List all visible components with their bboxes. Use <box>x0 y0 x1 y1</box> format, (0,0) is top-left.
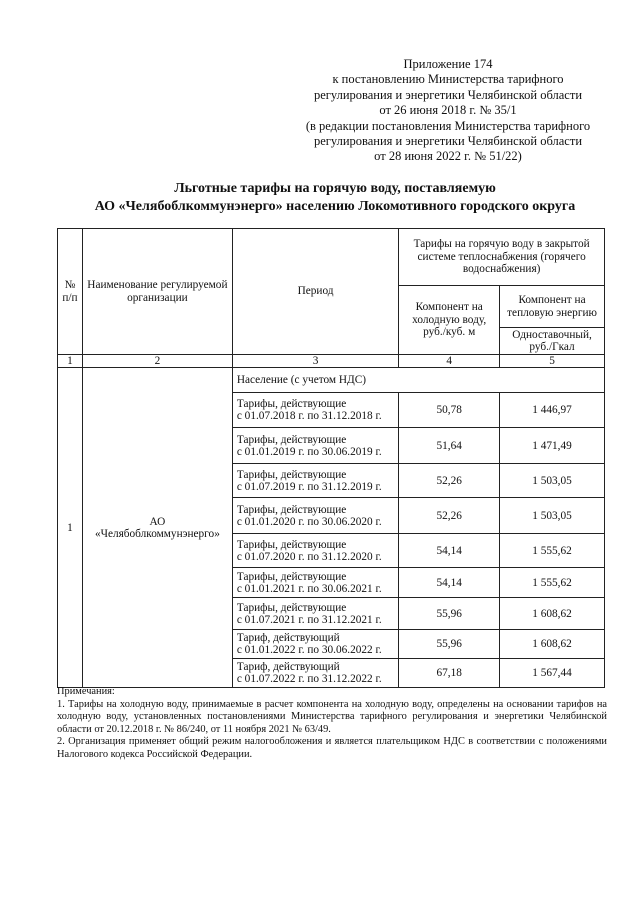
period-cell: Тарифы, действующие с 01.01.2021 г. по 30.06.2021 г. <box>232 568 398 598</box>
title-line: Льготные тарифы на горячую воду, поставляемую <box>174 181 496 196</box>
heat-energy-value: 1 446,97 <box>500 393 605 428</box>
header-heat-rate: Одноставочный, руб./Гкал <box>500 328 605 355</box>
cold-water-value: 50,78 <box>399 393 500 428</box>
header-period: Период <box>232 229 398 355</box>
header-heat-component: Компонент на тепловую энергию <box>500 286 605 328</box>
col-number: 3 <box>232 355 398 368</box>
period-cell: Тарифы, действующие с 01.07.2018 г. по 31.12.2018 г. <box>232 393 398 428</box>
cold-water-value: 51,64 <box>399 428 500 464</box>
header-cold-component: Компонент на холодную воду, руб./куб. м <box>399 286 500 355</box>
cold-water-value: 54,14 <box>399 568 500 598</box>
header-line: регулирования и энергетики Челябинской области <box>313 87 583 102</box>
row-number: 1 <box>58 368 83 688</box>
period-cell: Тариф, действующий с 01.07.2022 г. по 31.12.2022 г. <box>232 659 398 688</box>
note-2: 2. Организация применяет общий режим налогообложения и является плательщиком НДС в соответствии с положениями Налогового кодекса Российской Федерации. <box>57 736 607 760</box>
period-cell: Тарифы, действующие с 01.07.2020 г. по 31.12.2020 г. <box>232 534 398 568</box>
notes-section <box>57 686 607 762</box>
header-num: № п/п <box>58 229 83 355</box>
cold-water-value: 55,96 <box>399 598 500 630</box>
header-line: от 26 июня 2018 г. № 35/1 <box>379 103 517 118</box>
heat-energy-value: 1 471,49 <box>500 428 605 464</box>
section-label: Население (с учетом НДС) <box>232 368 604 393</box>
cold-water-value: 52,26 <box>399 464 500 498</box>
notes-heading: Примечания: <box>57 686 115 697</box>
title-line: АО «Челябоблкоммунэнерго» населению Локомотивного городского округа <box>94 199 576 214</box>
appendix-header <box>268 57 628 165</box>
period-cell: Тарифы, действующие с 01.01.2020 г. по 30.06.2020 г. <box>232 498 398 534</box>
col-number: 4 <box>399 355 500 368</box>
col-number: 2 <box>82 355 232 368</box>
period-cell: Тарифы, действующие с 01.07.2019 г. по 31.12.2019 г. <box>232 464 398 498</box>
heat-energy-value: 1 555,62 <box>500 534 605 568</box>
heat-energy-value: 1 503,05 <box>500 464 605 498</box>
appendix-number: Приложение 174 <box>403 57 493 71</box>
cold-water-value: 55,96 <box>399 630 500 659</box>
document-title <box>40 180 630 216</box>
heat-energy-value: 1 608,62 <box>500 598 605 630</box>
col-number: 1 <box>58 355 83 368</box>
period-cell: Тарифы, действующие с 01.07.2021 г. по 31.12.2021 г. <box>232 598 398 630</box>
header-line: (в редакции постановления Министерства тарифного <box>305 118 591 133</box>
cold-water-value: 52,26 <box>399 498 500 534</box>
col-number: 5 <box>500 355 605 368</box>
tariff-table <box>57 228 605 688</box>
heat-energy-value: 1 608,62 <box>500 630 605 659</box>
note-1: 1. Тарифы на холодную воду, принимаемые в расчет компонента на холодную воду, определены на основании тарифов на холодную воду, установленных постановлениями Министерства тарифного регулирования и энергетики Челябинской области от 20.12.2018 г. № 86/240, от 11 ноября 2021 № 63/49. <box>57 698 607 735</box>
cold-water-value: 54,14 <box>399 534 500 568</box>
header-line: регулирования и энергетики Челябинской области <box>313 134 583 149</box>
cold-water-value: 67,18 <box>399 659 500 688</box>
organization-name <box>82 368 232 688</box>
period-cell: Тарифы, действующие с 01.01.2019 г. по 30.06.2019 г. <box>232 428 398 464</box>
header-line: к постановлению Министерства тарифного <box>332 72 564 87</box>
heat-energy-value: 1 567,44 <box>500 659 605 688</box>
header-line: от 28 июня 2022 г. № 51/22) <box>374 149 522 164</box>
header-tariffs-group: Тарифы на горячую воду в закрытой системе теплоснабжения (горячего водоснабжения) <box>399 229 605 286</box>
organization-name-text: АО «Челябоблкоммунэнерго» <box>94 515 220 540</box>
period-cell: Тариф, действующий с 01.01.2022 г. по 30.06.2022 г. <box>232 630 398 659</box>
header-org: Наименование регулируемой организации <box>82 229 232 355</box>
heat-energy-value: 1 503,05 <box>500 498 605 534</box>
heat-energy-value: 1 555,62 <box>500 568 605 598</box>
